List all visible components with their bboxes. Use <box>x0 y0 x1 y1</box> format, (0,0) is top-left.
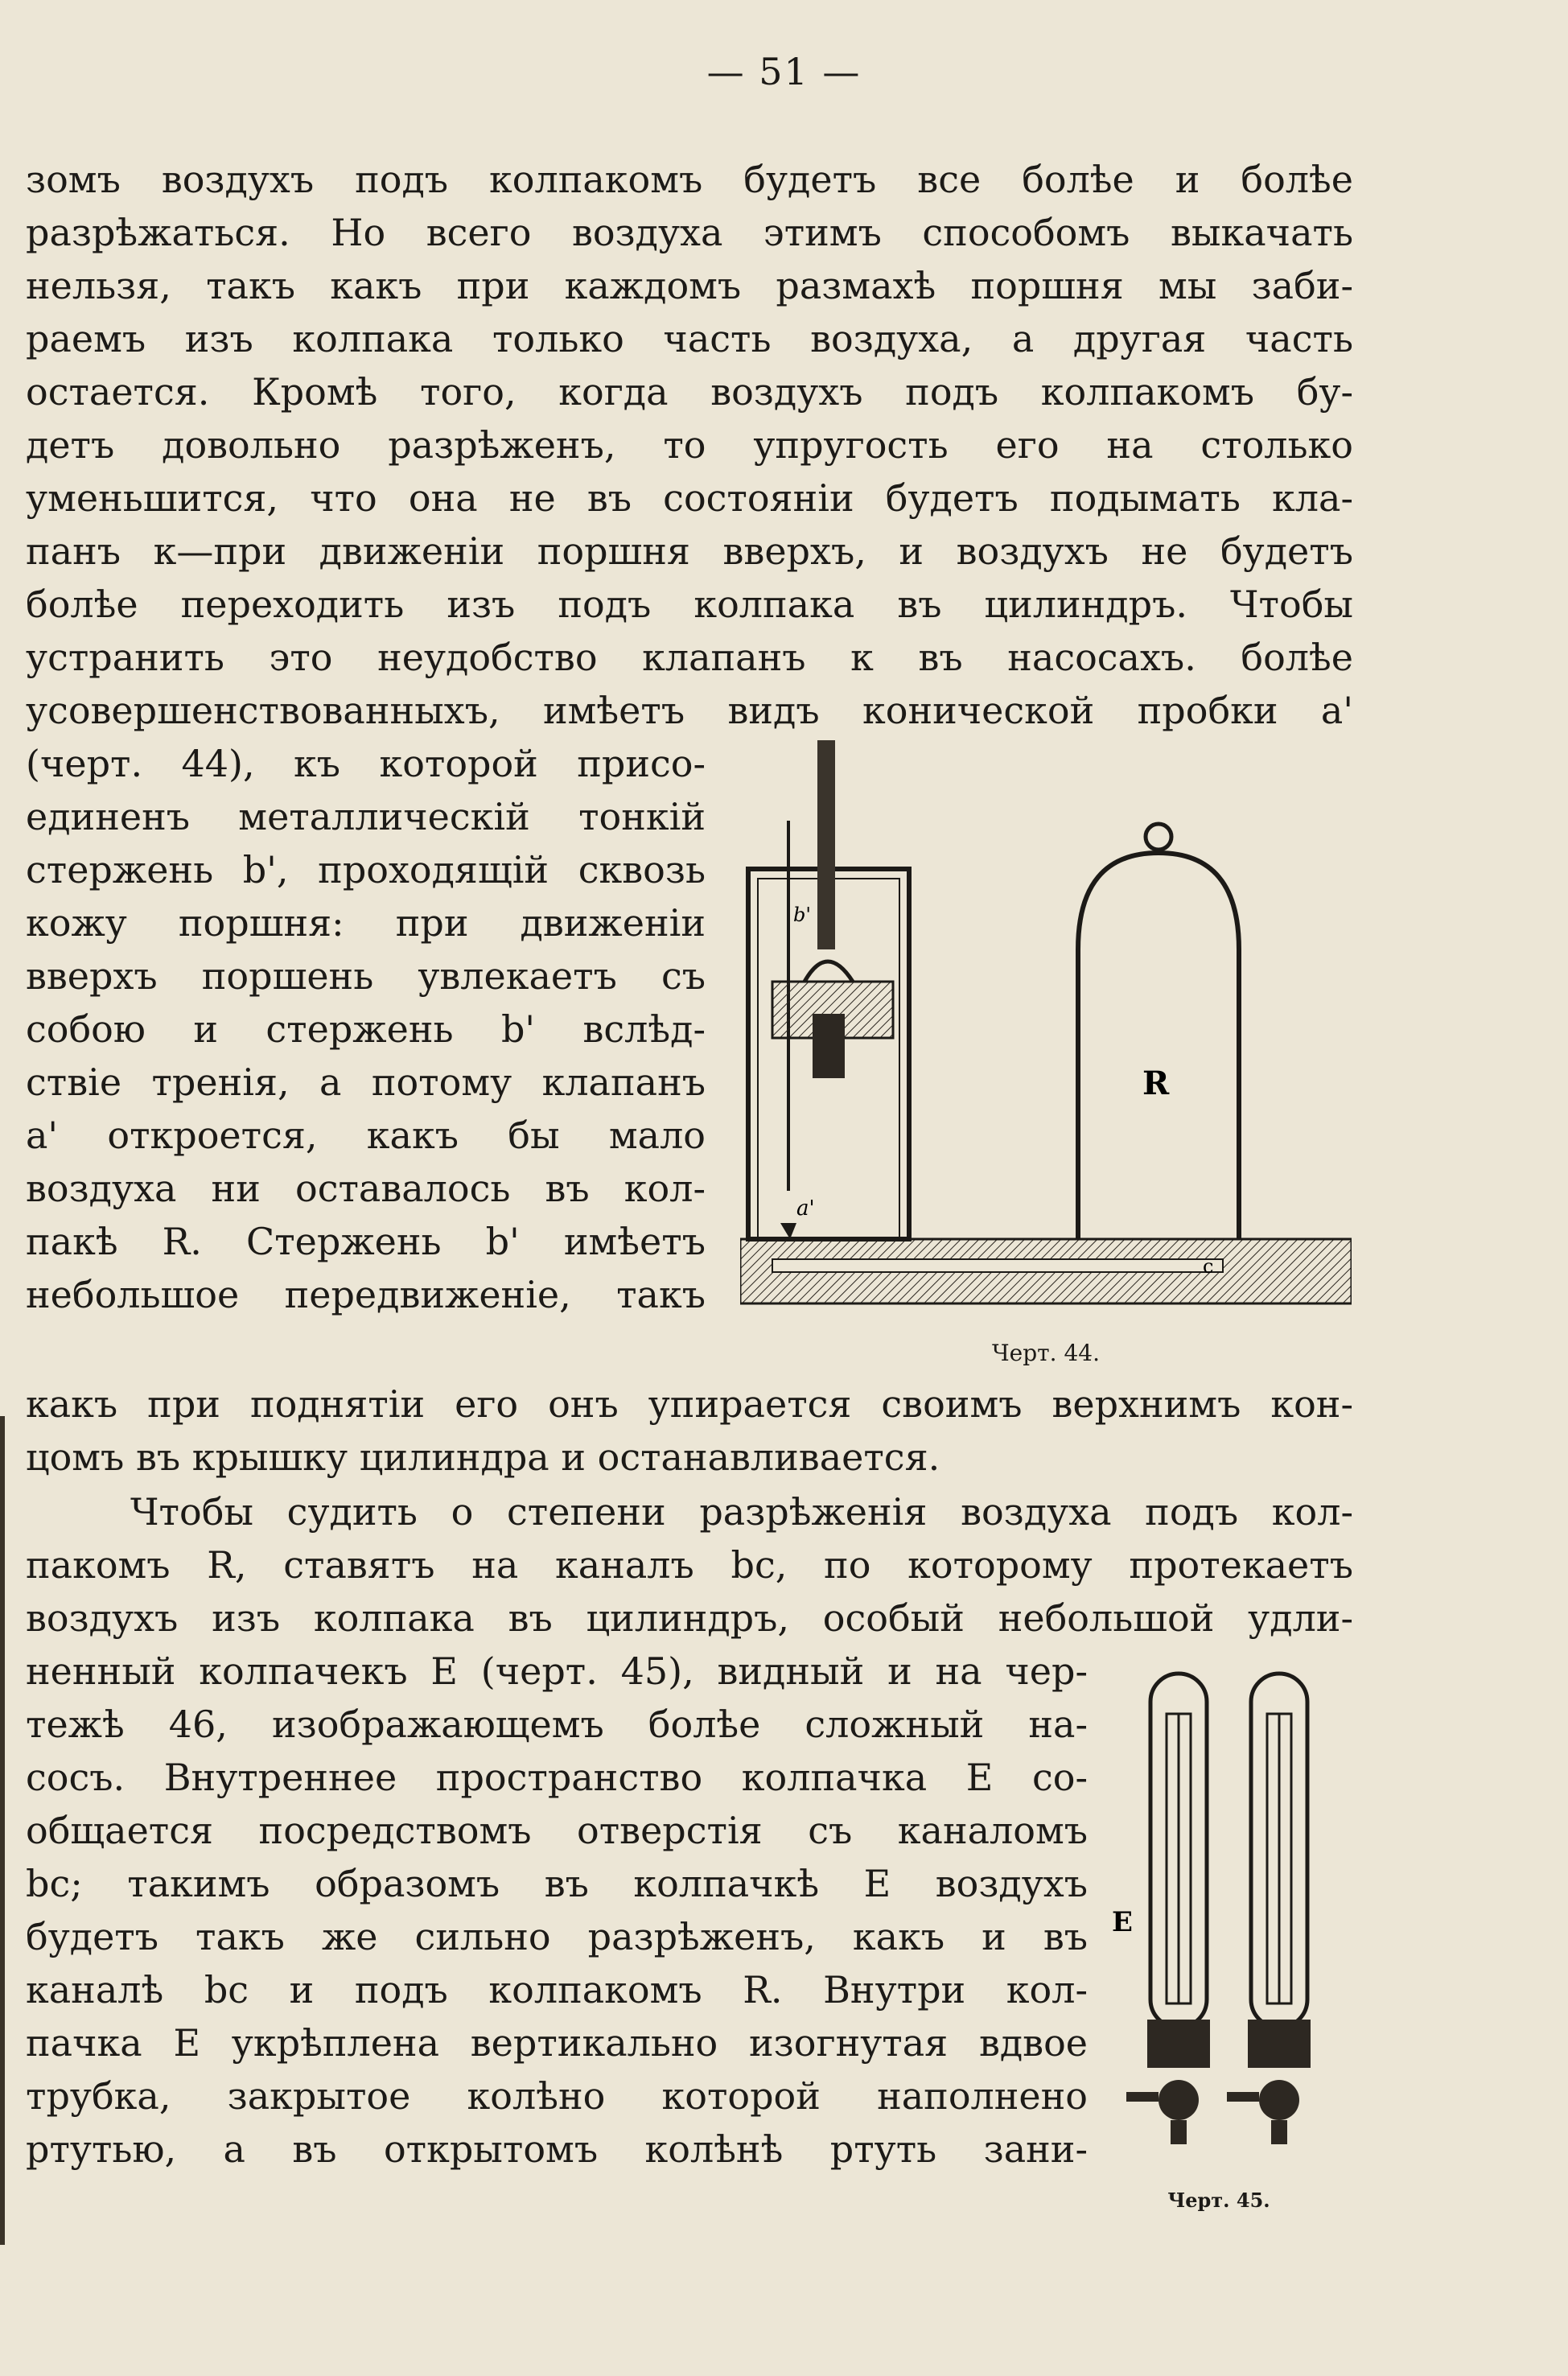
paragraph-1-top <box>26 153 1353 737</box>
paragraph-1-end <box>26 1377 1353 1484</box>
fig45-label-E: E <box>1112 1906 1133 1938</box>
text-line: пакомъ R, ставятъ на каналъ bc, по которому протекаетъ <box>26 1543 1353 1587</box>
text-line: небольшое передвиженіе, такъ <box>26 1273 706 1316</box>
text-line: разрѣжаться. Но всего воздуха этимъ способомъ выкачать <box>26 211 1353 254</box>
text-line: bc; такимъ образомъ въ колпачкѣ Е воздухъ <box>26 1862 1088 1905</box>
text-line: а' откроется, какъ бы мало <box>26 1114 706 1157</box>
text-line: цомъ въ крышку цилиндра и останавливается. <box>26 1435 940 1479</box>
text-line: нельзя, такъ какъ при каждомъ размахѣ поршня мы заби- <box>26 264 1353 307</box>
text-line: трубка, закрытое колѣно которой наполнено <box>26 2074 1088 2118</box>
page-number: — 51 — <box>706 50 862 93</box>
figure-44-caption: Черт. 44. <box>992 1340 1100 1366</box>
text-line: болѣе переходить изъ подъ колпака въ цилиндръ. Чтобы <box>26 583 1353 626</box>
text-line: детъ довольно разрѣженъ, то упругость его на столько <box>26 423 1353 467</box>
text-line: стержень b', проходящій сквозь <box>26 848 706 892</box>
text-line: ствіе тренія, а потому клапанъ <box>26 1060 706 1104</box>
text-line: ртутью, а въ открытомъ колѣнѣ ртуть зани- <box>26 2127 1088 2171</box>
text-line: собою и стержень b' вслѣд- <box>26 1007 706 1051</box>
text-line: панъ к—при движеніи поршня вверхъ, и воздухъ не будетъ <box>26 529 1353 573</box>
figure-44-air-pump <box>740 740 1352 1320</box>
gauge-right <box>1227 1674 1311 2144</box>
gauge-left <box>1126 1674 1210 2144</box>
text-line: уменьшится, что она не въ состояніи будетъ подымать кла- <box>26 476 1353 520</box>
text-line: пачка Е укрѣплена вертикально изогнутая вдвое <box>26 2021 1088 2065</box>
text-line: усовершенствованныхъ, имѣетъ видъ конической пробки а' <box>26 689 1353 732</box>
text-line: зомъ воздухъ подъ колпакомъ будетъ все болѣе и болѣе <box>26 158 1353 201</box>
text-line: общается посредствомъ отверстія съ каналомъ <box>26 1809 1088 1852</box>
text-line: сосъ. Внутреннее пространство колпачка Е со- <box>26 1756 1088 1799</box>
text-line: каналѣ bc и подъ колпакомъ R. Внутри кол- <box>26 1968 1088 2012</box>
text-line: устранить это неудобство клапанъ к въ насосахъ. болѣе <box>26 636 1353 679</box>
text-line: Чтобы судить о степени разрѣженія воздуха подъ кол- <box>130 1490 1353 1534</box>
paragraph-1-side <box>26 737 706 1321</box>
text-line: воздухъ изъ колпака въ цилиндръ, особый небольшой удли- <box>26 1596 1353 1640</box>
paragraph-2-side <box>26 1645 1088 2176</box>
fig44-label-a: a' <box>796 1196 815 1221</box>
page-edge-shadow <box>0 1416 5 2245</box>
text-line: воздуха ни оставалось въ кол- <box>26 1167 706 1210</box>
text-line: пакѣ R. Стержень b' имѣетъ <box>26 1220 706 1263</box>
figure-45-caption: Черт. 45. <box>1167 2189 1270 2212</box>
text-line: раемъ изъ колпака только часть воздуха, а другая часть <box>26 317 1353 360</box>
text-line: остается. Кромѣ того, когда воздухъ подъ колпакомъ бу- <box>26 370 1353 414</box>
text-line: вверхъ поршень увлекаетъ съ <box>26 954 706 998</box>
text-line: будетъ такъ же сильно разрѣженъ, какъ и въ <box>26 1915 1088 1958</box>
paragraph-2-top <box>26 1485 1353 1645</box>
text-line: тежѣ 46, изображающемъ болѣе сложный на- <box>26 1703 1088 1746</box>
text-line: (черт. 44), къ которой присо- <box>26 742 706 785</box>
fig44-label-b: b' <box>793 904 811 926</box>
text-line: кожу поршня: при движеніи <box>26 901 706 945</box>
fig44-label-R: R <box>1142 1064 1170 1102</box>
text-line: ненный колпачекъ Е (черт. 45), видный и на чер- <box>26 1649 1088 1693</box>
fig44-label-c: c <box>1203 1255 1214 1278</box>
text-line: какъ при поднятіи его онъ упирается своимъ верхнимъ кон- <box>26 1382 1353 1426</box>
figure-45-pressure-gauges <box>1094 1666 1335 2164</box>
text-line: единенъ металлическій тонкій <box>26 795 706 838</box>
